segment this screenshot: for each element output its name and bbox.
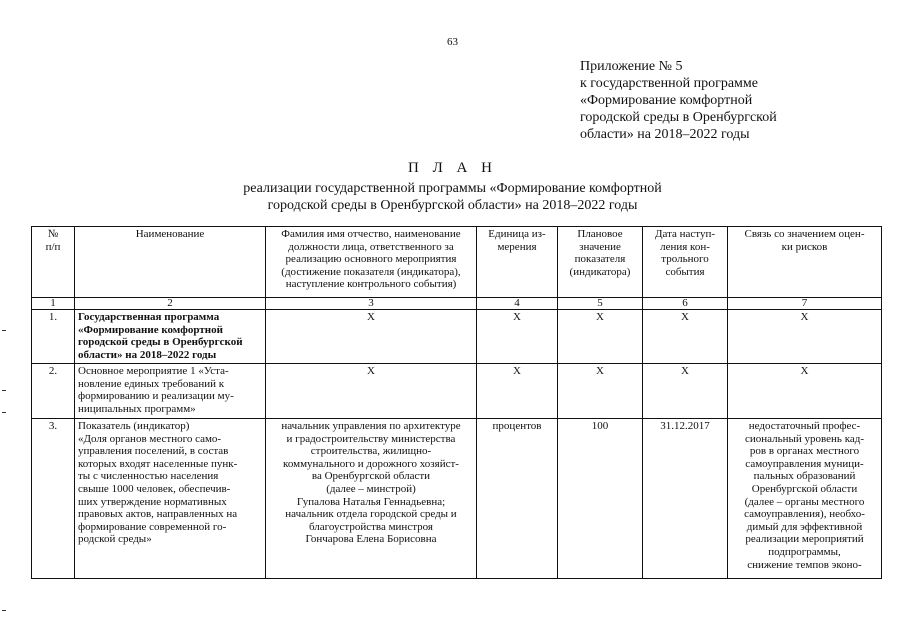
row-planned-value: X bbox=[558, 310, 643, 364]
row-responsible: начальник управления по архитектуре и градостроительству министерства строительства, жилищно- коммунального и дорожного хозяйст- ва Оренбургской области (далее – минстрой) Гупалова Наталья Геннадьевна; начальник отдела городской среды и благоустройства минстроя Гончарова Елена Борисовна bbox=[266, 419, 477, 579]
scan-mark bbox=[2, 412, 6, 413]
row-name: Основное мероприятие 1 «Уста- новление единых требований к формированию и реализации му- ниципальных программ» bbox=[75, 364, 266, 419]
scan-mark bbox=[2, 330, 6, 331]
table-row bbox=[32, 419, 882, 579]
column-number: 5 bbox=[558, 298, 643, 310]
row-unit: X bbox=[477, 364, 558, 419]
row-unit: X bbox=[477, 310, 558, 364]
header-cell-event-date: Дата наступ- ления кон- трольного события bbox=[643, 227, 728, 298]
header-cell-risk-link: Связь со значением оцен- ки рисков bbox=[728, 227, 882, 298]
row-number: 1. bbox=[32, 310, 75, 364]
page-number: 63 bbox=[447, 36, 458, 48]
row-event-date: X bbox=[643, 364, 728, 419]
plan-title: П Л А Н bbox=[408, 160, 497, 176]
row-risk-link: X bbox=[728, 364, 882, 419]
row-name: Показатель (индикатор) «Доля органов местного само- управления поселений, в состав которых входят населенные пунк- ты с численностью населения свыше 1000 человек, обеспечив- ших утверждение нормативных правовых актов, направленных на формирование современной го- родской среды» bbox=[75, 419, 266, 579]
header-cell-number: № п/п bbox=[32, 227, 75, 298]
row-number: 2. bbox=[32, 364, 75, 419]
column-number: 1 bbox=[32, 298, 75, 310]
scan-mark bbox=[2, 390, 6, 391]
column-number: 7 bbox=[728, 298, 882, 310]
table-header-row bbox=[32, 227, 882, 298]
column-number: 2 bbox=[75, 298, 266, 310]
row-risk-link: X bbox=[728, 310, 882, 364]
row-responsible: X bbox=[266, 364, 477, 419]
appendix-line: Приложение № 5 bbox=[580, 59, 683, 74]
row-planned-value: 100 bbox=[558, 419, 643, 579]
header-cell-name: Наименование bbox=[75, 227, 266, 298]
appendix-line: области» на 2018–2022 годы bbox=[580, 127, 750, 142]
appendix-line: городской среды в Оренбургской bbox=[580, 110, 777, 125]
table-row bbox=[32, 310, 882, 364]
plan-subtitle-line: городской среды в Оренбургской области» на 2018–2022 годы bbox=[267, 198, 638, 213]
row-name: Государственная программа «Формирование комфортной городской среды в Оренбургской области» на 2018–2022 годы bbox=[75, 310, 266, 364]
plan-subtitle bbox=[0, 180, 905, 214]
plan-subtitle-line: реализации государственной программы «Формирование комфортной bbox=[243, 181, 662, 196]
row-responsible: X bbox=[266, 310, 477, 364]
scan-mark bbox=[2, 610, 6, 611]
appendix-block bbox=[580, 58, 880, 143]
column-number-row bbox=[32, 298, 882, 310]
column-number: 3 bbox=[266, 298, 477, 310]
header-cell-planned-value: Плановое значение показателя (индикатора) bbox=[558, 227, 643, 298]
row-risk-link: недостаточный профес- сиональный уровень кад- ров в органах местного самоуправления муници- пальных образований Оренбургской области (далее – органы местного самоуправления), необхо- димый для эффективной реализации мероприятий подпрограммы, снижение темпов эконо- bbox=[728, 419, 882, 579]
row-event-date: X bbox=[643, 310, 728, 364]
header-cell-responsible: Фамилия имя отчество, наименование должности лица, ответственного за реализацию основного мероприятия (достижение показателя (индикатора), наступление контрольного события) bbox=[266, 227, 477, 298]
row-number: 3. bbox=[32, 419, 75, 579]
header-cell-unit: Единица из- мерения bbox=[477, 227, 558, 298]
column-number: 6 bbox=[643, 298, 728, 310]
row-planned-value: X bbox=[558, 364, 643, 419]
appendix-line: «Формирование комфортной bbox=[580, 93, 753, 108]
plan-table bbox=[31, 226, 882, 579]
column-number: 4 bbox=[477, 298, 558, 310]
row-event-date: 31.12.2017 bbox=[643, 419, 728, 579]
appendix-line: к государственной программе bbox=[580, 76, 758, 91]
table-row bbox=[32, 364, 882, 419]
row-unit: процентов bbox=[477, 419, 558, 579]
